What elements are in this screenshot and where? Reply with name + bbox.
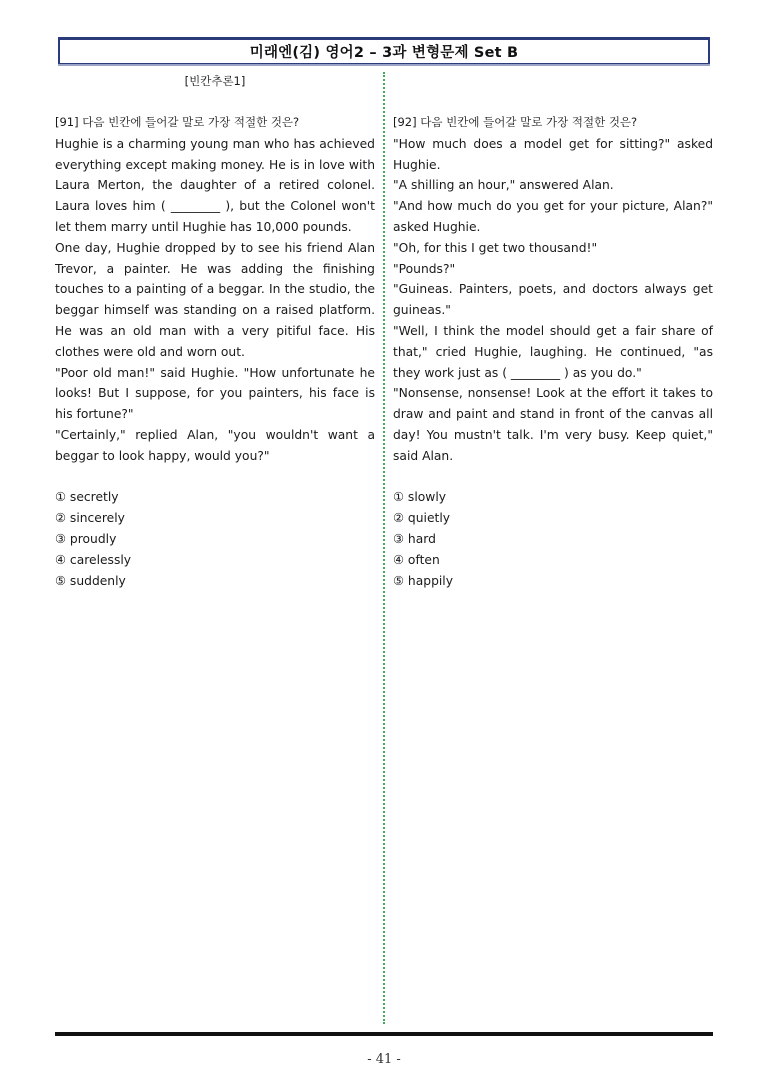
page-title: 미래엔(김) 영어2 – 3과 변형문제 Set B xyxy=(249,45,519,61)
choice-option[interactable]: ② quietly xyxy=(393,511,451,526)
choice-option[interactable]: ④ carelessly xyxy=(55,552,132,567)
choice-option[interactable]: ⑤ suddenly xyxy=(55,573,126,588)
passage-paragraph: "Oh, for this I get two thousand!" xyxy=(393,240,598,255)
choice-list xyxy=(55,487,375,591)
passage-paragraph: "And how much do you get for your picture, Alan?" asked Hughie. xyxy=(393,199,713,234)
choice-option[interactable]: ④ often xyxy=(393,552,440,567)
passage-paragraph: "How much does a model get for sitting?" asked Hughie. xyxy=(393,136,713,172)
section-label: [빈칸추론1] xyxy=(184,74,246,88)
passage-paragraph: Hughie is a charming young man who has achieved everything except making money. He is in love with Laura Merton, the daughter of a retired colonel. Laura loves him ( ________ ), but the Colonel won't let them marry until Hughie has 10,000 pounds. xyxy=(55,136,375,234)
passage-paragraph: "A shilling an hour," answered Alan. xyxy=(393,178,614,193)
choice-option[interactable]: ① secretly xyxy=(55,490,119,505)
choice-option[interactable]: ⑤ happily xyxy=(393,573,453,588)
choice-option[interactable]: ② sincerely xyxy=(55,511,125,526)
passage-paragraph: One day, Hughie dropped by to see his friend Alan Trevor, a painter. He was adding the finishing touches to a painting of a beggar. In the studio, the beggar himself was standing on a raised platform. He was an old man with a very pitiful face. His clothes were old and worn out. xyxy=(55,240,375,359)
column-divider xyxy=(383,72,385,1024)
passage-paragraph: "Nonsense, nonsense! Look at the effort it takes to draw and paint and stand in front of the canvas all day! You mustn't talk. I'm very busy. Keep quiet," said Alan. xyxy=(393,386,713,463)
choice-list xyxy=(393,487,713,591)
page-number: - 41 - xyxy=(367,1052,401,1067)
question-number: [91] 다음 빈칸에 들어갈 말로 가장 적절한 것은? xyxy=(55,115,300,129)
header-box xyxy=(58,37,710,64)
choice-option[interactable]: ① slowly xyxy=(393,490,447,505)
choice-option[interactable]: ③ hard xyxy=(393,531,436,546)
passage-paragraph: "Pounds?" xyxy=(393,261,456,276)
question-92 xyxy=(393,112,713,591)
footer-rule xyxy=(55,1032,713,1036)
passage-paragraph: "Poor old man!" said Hughie. "How unfortunate he looks! But I suppose, for you painters, his face is his fortune?" xyxy=(55,365,375,422)
passage-paragraph: "Certainly," replied Alan, "you wouldn't want a beggar to look happy, would you?" xyxy=(55,427,375,463)
question-number: [92] 다음 빈칸에 들어갈 말로 가장 적절한 것은? xyxy=(393,115,638,129)
choice-option[interactable]: ③ proudly xyxy=(55,531,117,546)
passage-paragraph: "Well, I think the model should get a fair share of that," cried Hughie, laughing. He continued, "as they work just as ( ________ ) as you do." xyxy=(393,323,713,380)
passage-paragraph: "Guineas. Painters, poets, and doctors always get guineas." xyxy=(393,282,713,318)
question-91 xyxy=(55,112,375,591)
